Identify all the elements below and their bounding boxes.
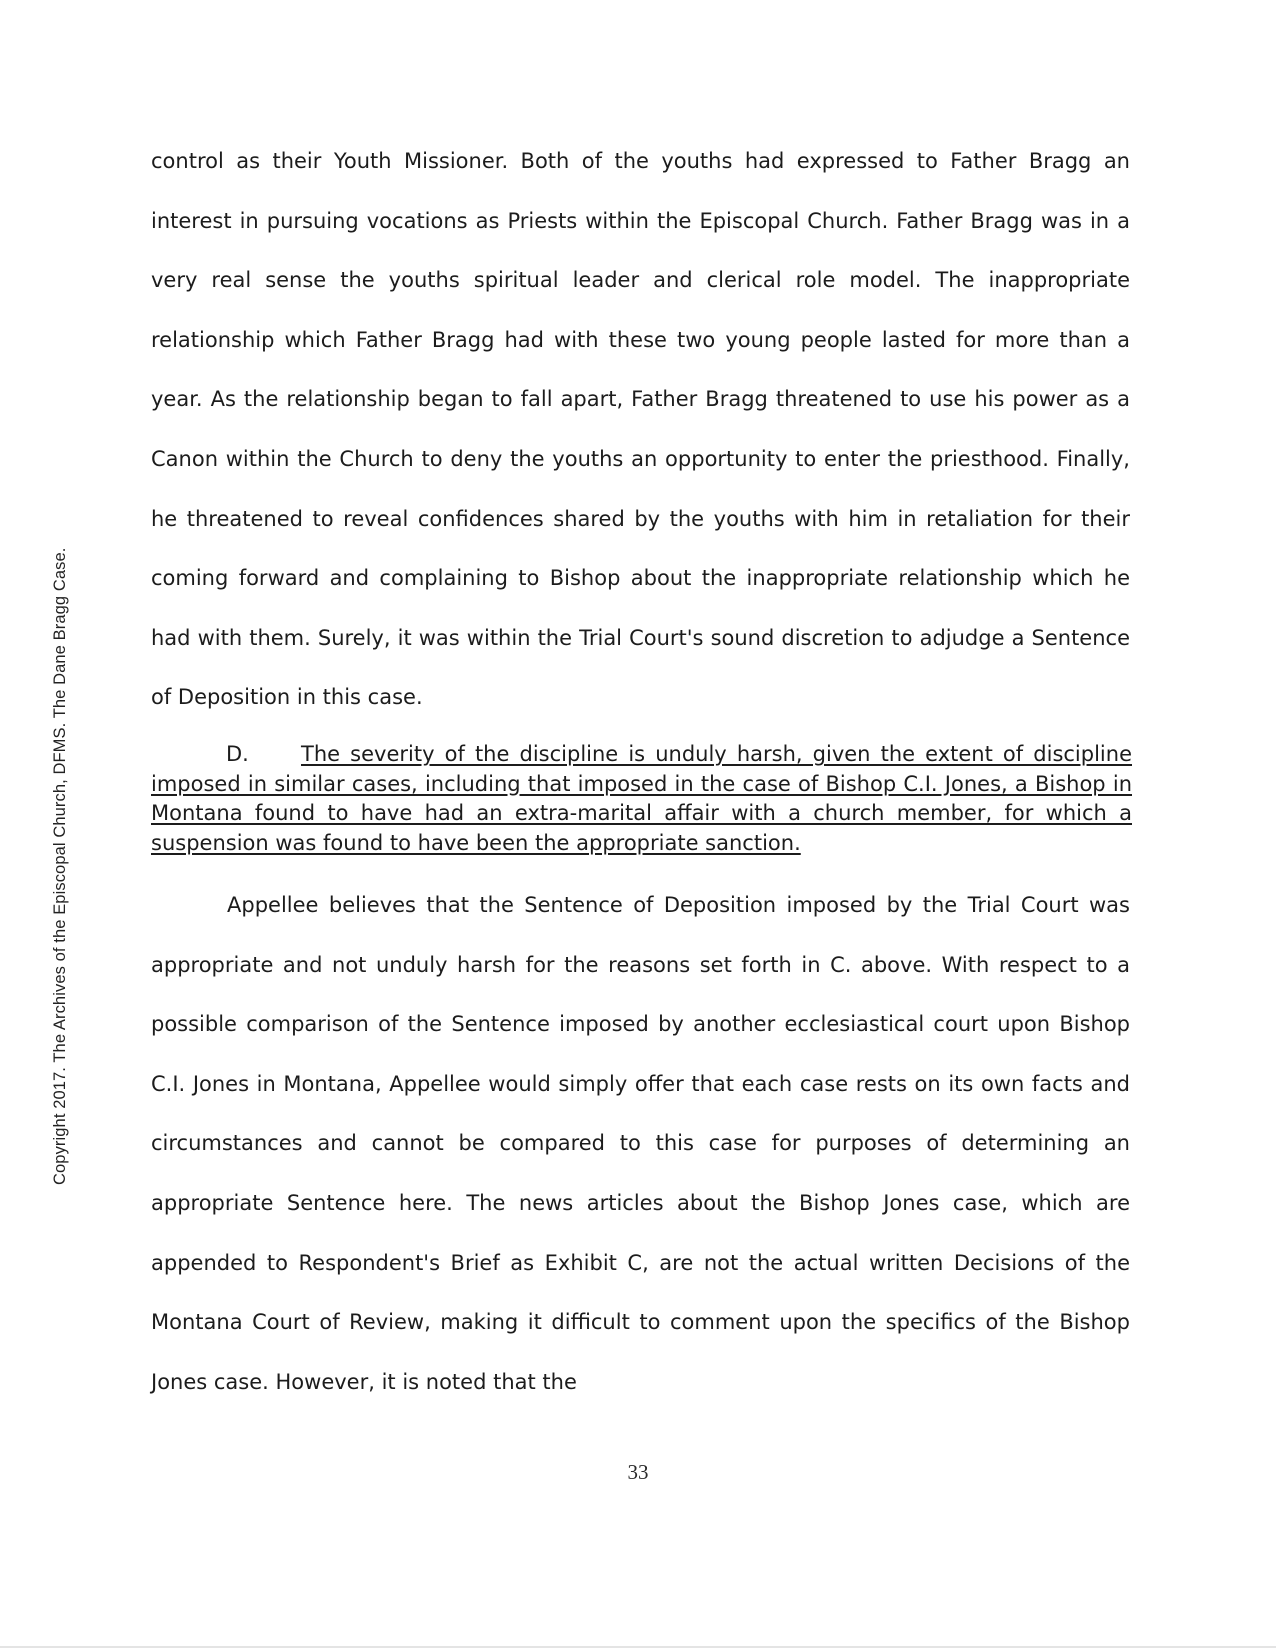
section-title: The severity of the discipline is unduly harsh, given the extent of discipline imposed in similar cases, including that imposed in the case of Bishop C.I. Jones, a Bishop in Montana found to have had an extra-marital affair with a church member, for which a suspension was found to have been the appropriate sanction.: [151, 742, 1132, 855]
page-bottom-edge: [0, 1646, 1276, 1648]
page-number: 33: [627, 1460, 649, 1484]
copyright-watermark: Copyright 2017. The Archives of the Episcopal Church, DFMS. The Dane Bragg Case.: [51, 547, 69, 1185]
body-paragraph-top: control as their Youth Missioner. Both of the youths had expressed to Father Bragg an interest in pursuing vocations as Priests within the Episcopal Church. Father Bragg was in a very real sense the youths spiritual leader and clerical role model. The inappropriate relationship which Father Bragg had with these two young people lasted for more than a year. As the relationship began to fall apart, Father Bragg threatened to use his power as a Canon within the Church to deny the youths an opportunity to enter the priesthood. Finally, he threatened to reveal confidences shared by the youths with him in retaliation for their coming forward and complaining to Bishop about the inappropriate relationship which he had with them. Surely, it was within the Trial Court's sound discretion to adjudge a Sentence of Deposition in this case.: [151, 149, 1130, 710]
section-heading-d: [151, 740, 1132, 858]
body-paragraph-bottom: Appellee believes that the Sentence of Deposition imposed by the Trial Court was appropriate and not unduly harsh for the reasons set forth in C. above. With respect to a possible comparison of the Sentence imposed by another ecclesiastical court upon Bishop C.I. Jones in Montana, Appellee would simply offer that each case rests on its own facts and circumstances and cannot be compared to this case for purposes of determining an appropriate Sentence here. The news articles about the Bishop Jones case, which are appended to Respondent's Brief as Exhibit C, are not the actual written Decisions of the Montana Court of Review, making it difficult to comment upon the specifics of the Bishop Jones case. However, it is noted that the: [151, 893, 1130, 1394]
section-letter: D.: [226, 742, 249, 766]
